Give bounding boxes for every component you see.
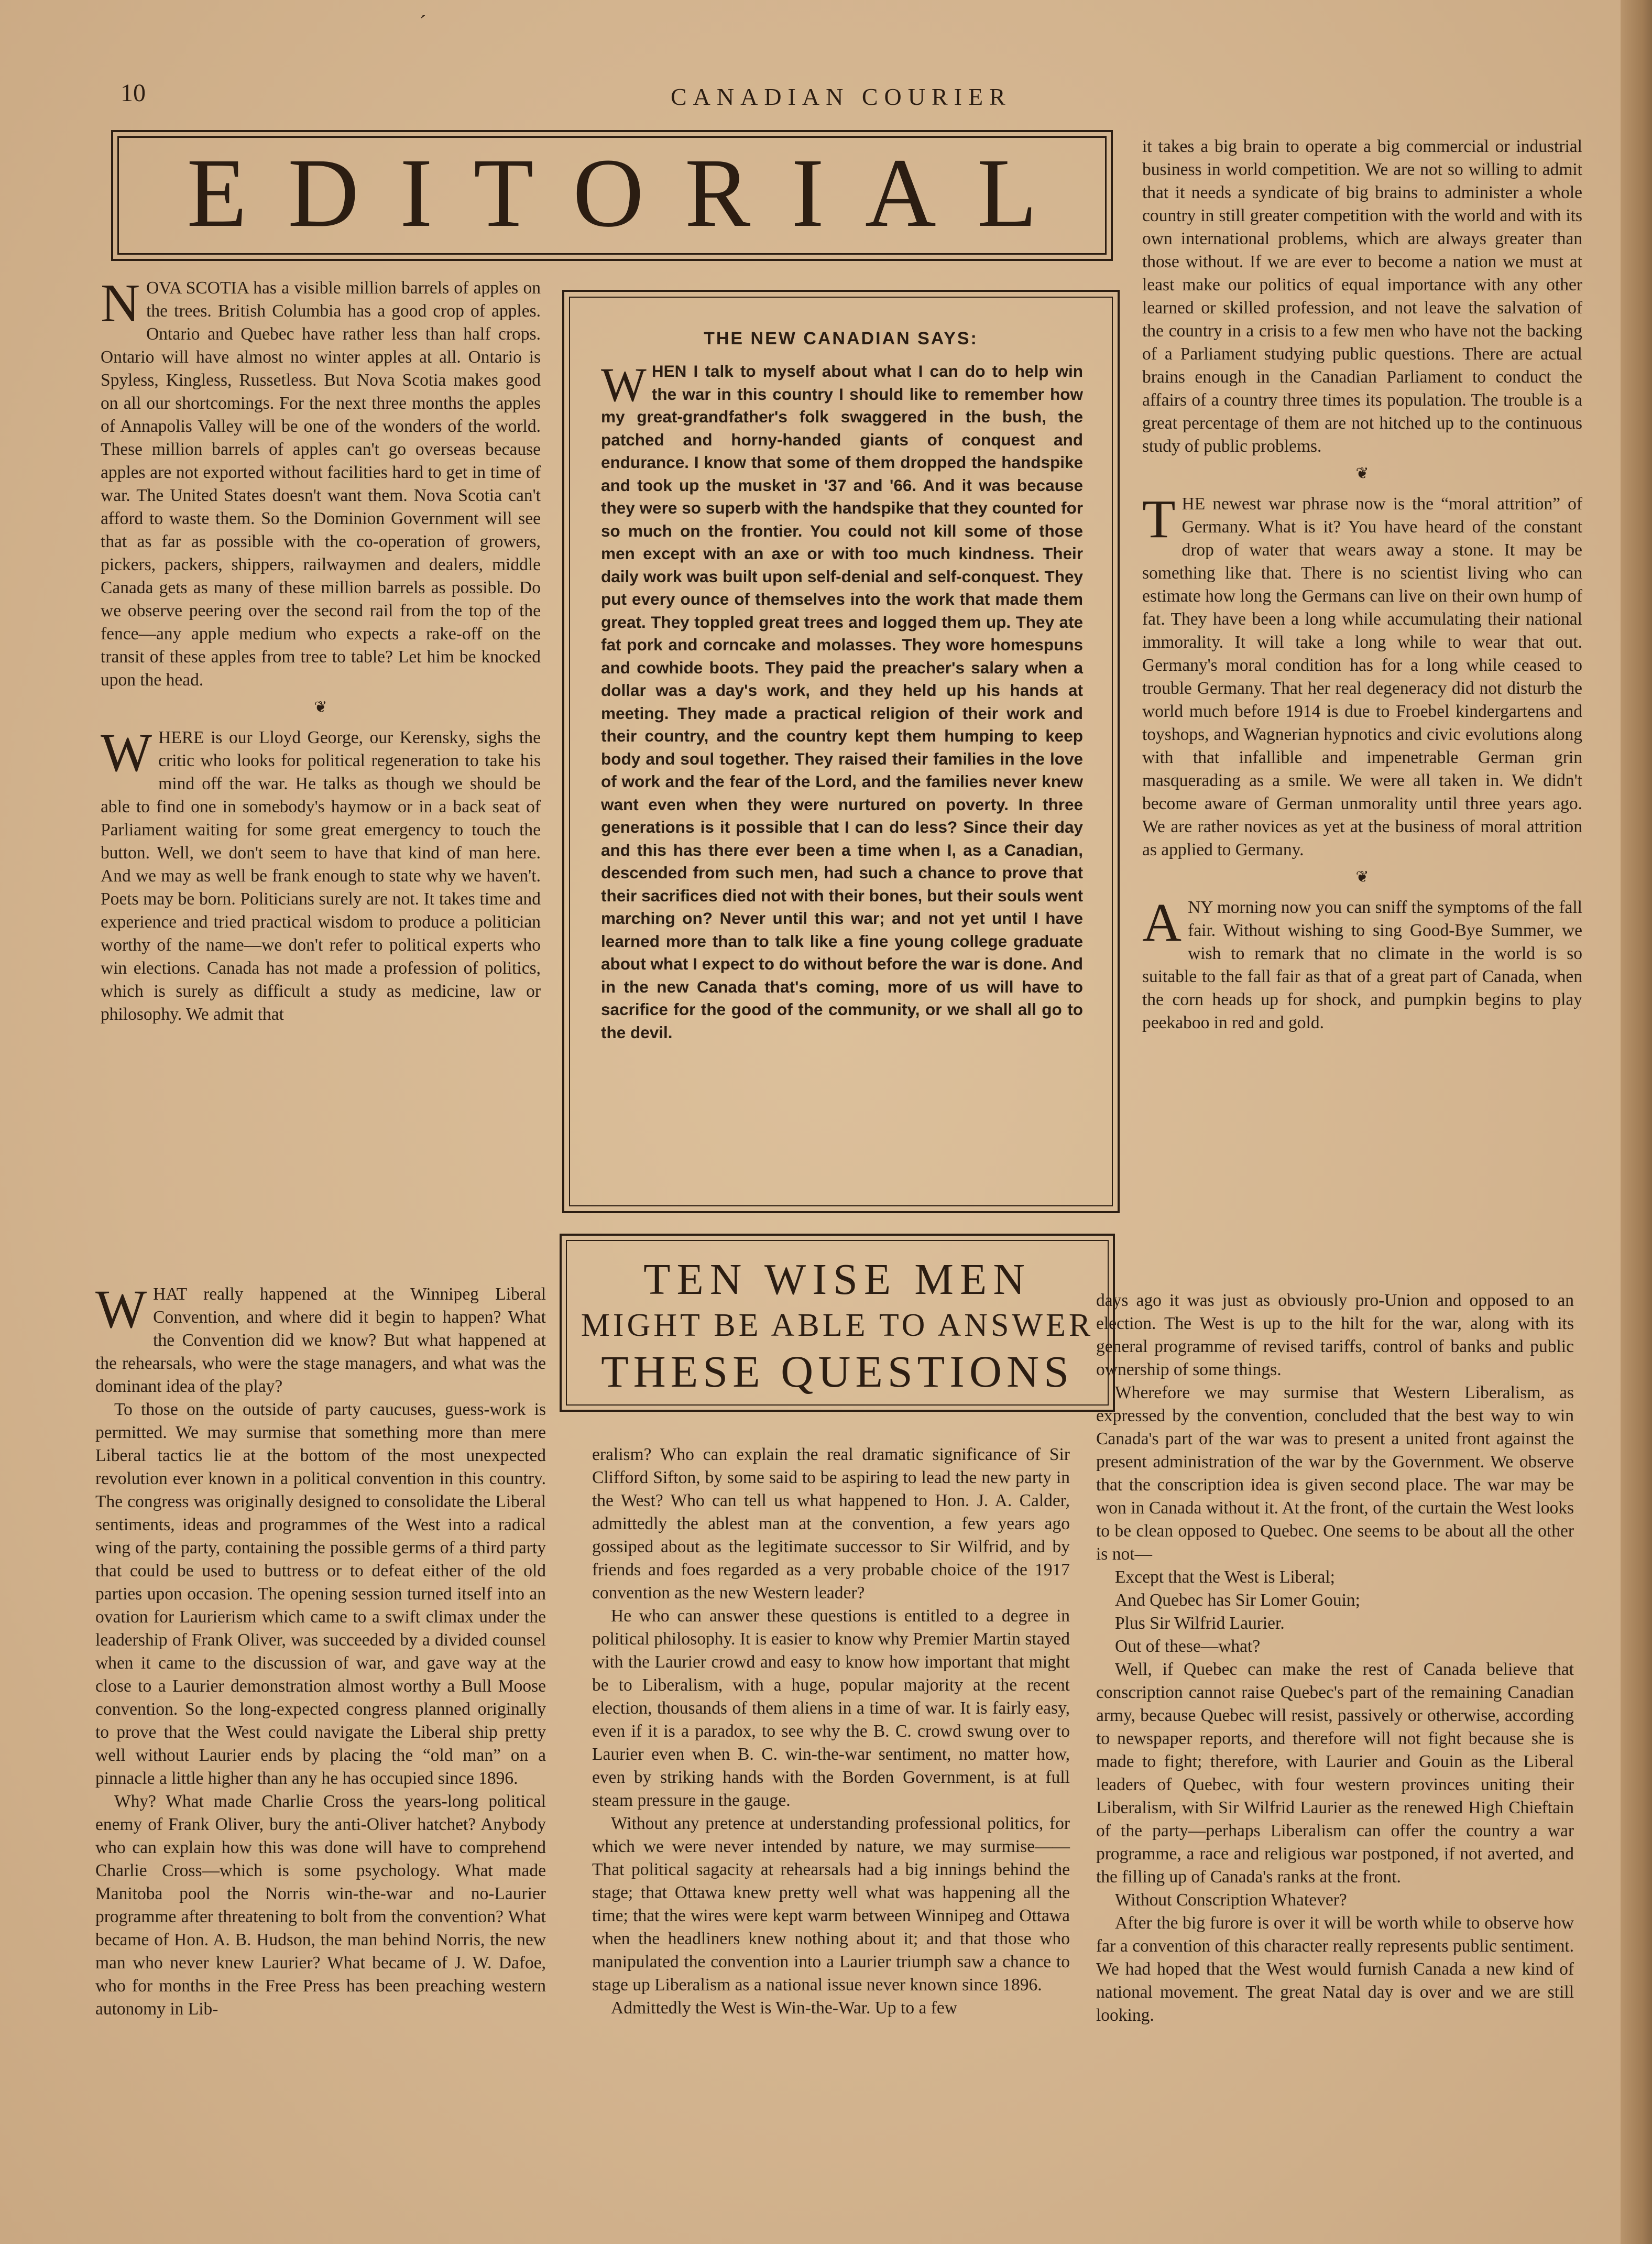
- editorial-banner: [111, 130, 1113, 261]
- paragraph: Why? What made Charlie Cross the years-long political enemy of Frank Oliver, bury the anti-Oliver hatchet? Anybody who can explain how this was done will have to comprehend Charlie Cross—which is some psychology. What made Manitoba pool the Norris win-the-war and no-Laurier programme after threatening to bolt from the convention? What became of Hon. A. B. Hudson, the man behind Norris, the new man who never knew Laurier? What became of J. W. Dafoe, who for months in the Free Press has been preaching western autonomy in Lib-: [95, 1792, 546, 2019]
- paragraph: Wherefore we may surmise that Western Liberalism, as expressed by the convention, concluded that the best way to win Canada's part of the war was to present a united front against the present administration of the war by the Government. We observe that the conscription idea is given second place. The war may be won in Canada without it. At the front, of the curtain the West looks to be clean opposed to Quebec. One seems to be about all the other is not—: [1096, 1383, 1574, 1564]
- column-1: [101, 273, 541, 1026]
- new-canadian-title: THE NEW CANADIAN SAYS:: [704, 329, 978, 348]
- dropcap: N: [101, 273, 140, 333]
- dropcap: W: [95, 1279, 147, 1339]
- winnipeg-intro: [95, 1279, 546, 1398]
- verse-line: Except that the West is Liberal;: [1115, 1567, 1335, 1587]
- ornament: ❦: [314, 699, 327, 716]
- article-nova-scotia: [101, 273, 541, 692]
- dropcap: A: [1142, 892, 1182, 953]
- paragraph: To those on the outside of party caucuses, guess-work is permitted. We may surmise that something more than mere Liberal tactics lie at the bottom of the most unexpected revolution ever known in a political convention in this country. The congress was originally designed to consolidate the Liberal sentiments, ideas and programmes of the West into a radical wing of the party, containing the possible germs of a third party that could be used to buttress or to defeat either of the old parties upon occasion. The opening session turned itself into an ovation for Laurierism which came to a swift climax under the leadership of Frank Oliver, was succeeded by a divided counsel when it came to the discussion of war, and gave way at the close to a Laurier demonstration almost worthy a Bull Moose convention. So the long-expected congress planned originally to prove that the West could navigate the Liberal ship pretty well without Laurier ends by placing the “old man” on a pinnacle a little higher than any he has occupied since 1896.: [95, 1400, 546, 1788]
- headline-line-2: MIGHT BE ABLE TO ANSWER: [581, 1308, 1094, 1343]
- publication-title: CANADIAN COURIER: [671, 83, 1012, 110]
- verse-line: Plus Sir Wilfrid Laurier.: [1115, 1614, 1285, 1633]
- article-lloyd-george: [101, 723, 541, 1026]
- paragraph: He who can answer these questions is entitled to a degree in political philosophy. It is easier to know why Premier Martin stayed with the Laurier crowd and easy to know how important that might be to Liberalism, with a huge, popular majority at the recent election, thousands of them aliens in a time of war. It is fairly easy, even if it is a paradox, to see why the B. C. crowd swung over to Laurier even when B. C. win-the-war sentiment, no matter how, even by striking hands with the Borden Government, is at full steam pressure in the gauge.: [592, 1606, 1070, 1810]
- new-canadian-body: [601, 360, 1083, 1044]
- article-text: HERE is our Lloyd George, our Kerensky, sighs the critic who looks for political regeneration to take his mind off the war. He talks as though we should be able to find one in somebody's haymow or in a back seat of Parliament waiting for some great emergency to touch the button. Well, we don't seem to have that kind of man here. And we may as well be frank enough to state why we haven't. Poets may be born. Politicians surely are not. It takes time and experience and tried practical wisdom to produce a politician worthy of the name—we don't refer to political experts who win elections. Canada has not made a profession of politics, which is surely as difficult a study as medicine, law or philosophy. We admit that: [101, 728, 541, 1024]
- bottom-column-1: [95, 1279, 546, 2021]
- verse: [1096, 1566, 1574, 1658]
- bottom-column-2: [592, 1443, 1070, 2020]
- ornament: ❦: [1355, 465, 1369, 482]
- article-fall-fair: [1142, 892, 1582, 1034]
- paragraph: After the big furore is over it will be worth while to observe how far a convention of this character really represents public sentiment. We had hoped that the West would furnish Canada a new kind of national movement. The great Natal day is over and we are still looking.: [1096, 1913, 1574, 2025]
- dropcap: W: [101, 723, 152, 783]
- article-big-brain: it takes a big brain to operate a big commercial or industrial business in world competition. We are not so willing to admit that it needs a syndicate of big brains to administer a whole country in still greater competition with the world and with its own international problems, which are always greater than those without. If we are ever to become a nation we must at least make our politics of equal importance with any other learned or skilled profession, and not leave the salvation of the country in a crisis to a few men who have not the backing of a Parliament studying public questions. There are actual brains enough in the Canadian Parliament to conduct the affairs of a country three times its population. The trouble is a great percentage of them are not hitched up to the continuous study of public problems.: [1142, 137, 1582, 456]
- editorial-title: EDITORIAL: [187, 138, 1078, 247]
- new-canadian-box: [562, 290, 1120, 1213]
- ornament: ❦: [1355, 868, 1369, 886]
- page-number: 10: [121, 79, 146, 107]
- paragraph: eralism? Who can explain the real dramatic significance of Sir Clifford Sifton, by some said to be aspiring to lead the new party in the West? Who can tell us what happened to Hon. J. A. Calder, admittedly the ablest man at the convention, a few years ago gossiped about as the legitimate successor to Sir Wilfrid, and by friends and foes regarded as a very probable choice of the 1917 convention as the new Western leader?: [592, 1445, 1070, 1603]
- article-text: HAT really happened at the Winnipeg Liberal Convention, and where did it begin to happen? What the Convention did we know? But what happened at the rehearsals, who were the stage managers, and what was the dominant idea of the play?: [95, 1284, 546, 1396]
- page-edge-shadow: [1621, 0, 1652, 2244]
- headline-line-1: TEN WISE MEN: [643, 1255, 1031, 1304]
- column-3: [1142, 135, 1582, 1034]
- print-mark: ˊ: [419, 11, 426, 35]
- headline-line-3: THESE QUESTIONS: [601, 1346, 1074, 1397]
- verse-line: And Quebec has Sir Lomer Gouin;: [1115, 1591, 1360, 1610]
- article-moral-attrition: [1142, 489, 1582, 862]
- bottom-column-3: [1096, 1289, 1574, 2027]
- dropcap: T: [1142, 489, 1176, 549]
- dropcap: W: [601, 358, 647, 411]
- article-text: OVA SCOTIA has a visible million barrels of apples on the trees. British Columbia has a good crop of apples. Ontario and Quebec have rather less than half crops. Ontario will have almost no winter apples at all. Ontario is Spyless, Kingless, Russetless. But Nova Scotia makes good on all our shortcomings. For the next three months the apples of Annapolis Valley will be one of the wonders of the world. These million barrels of apples can't go overseas because apples are not exported without facilities hard to get in time of war. The United States doesn't want them. Nova Scotia can't afford to waste them. So the Dominion Government will see that as far as possible with the co-operation of growers, pickers, packers, shippers, railwaymen and dealers, middle Canada gets as many of these million barrels as possible. Do we observe peering over the second rail from the top of the fence—any apple medium who expects a rake-off on the transit of these apples from tree to table? Let him be knocked upon the head.: [101, 278, 541, 690]
- article-text: HE newest war phrase now is the “moral attrition” of Germany. What is it? You have heard of the constant drop of water that wears away a stone. It may be something like that. There is no scientist living who can estimate how long the Germans can live on their own hump of fat. They have been a long while accumulating their national immorality. It will take a long while to wear that out. Germany's moral condition has for a long while ceased to trouble Germany. That her real degeneracy did not disturb the world much before 1914 is due to Froebel kindergartens and toyshops, and Wagnerian hypnotics and civic evolutions along with that infallible and impenetrable German grin masquerading as a smile. We were all taken in. We didn't become aware of German unmorality until three years ago. We are rather novices as yet at the business of moral attrition as applied to Germany.: [1142, 494, 1582, 859]
- paragraph: Well, if Quebec can make the rest of Canada believe that conscription cannot raise Quebec's part of the remaining Canadian army, because Quebec will resist, passively or otherwise, according to newspaper reports, and therefore will not fight because she is made to fight; therefore, with Laurier and Gouin as the Liberal leaders of Quebec, with four western provinces uniting their Liberalism, with Sir Wilfrid Laurier as the renewed High Chieftain of the party—perhaps Liberalism can offer the country a war programme, a race and religious war postponed, if not averted, and the filling up of Canada's ranks at the front.: [1096, 1660, 1574, 1887]
- article-text: HEN I talk to myself about what I can do to help win the war in this country I should like to remember how my great-grandfather's folk swaggered in the bush, the patched and horny-handed giants of conquest and endurance. I know that some of them dropped the handspike and took up the musket in '37 and '66. And it was because they were so superb with the handspike that they counted for so much on the frontier. You could not kill some of those men except with an axe or with too much kindness. Their daily work was built upon self-denial and self-conquest. They put every ounce of themselves into the work that made them great. They toppled great trees and logged them up. They ate fat pork and corncake and molasses. They wore homespuns and cowhide boots. They paid the preacher's salary when a dollar was a day's work, and they held up his hands at meeting. They made a practical religion of their work and their country, and the country kept them humping to keep body and soul together. They raised their families in the love of work and the fear of the Lord, and the families never knew want even when they were nurtured on poverty. In three generations is it possible that I can do less? Since their day and this has there ever been a time when I, as a Canadian, descended from such men, had such a chance to prove that their sacrifices died not with their bones, but their souls went marching on? Never until this war; and not yet until I have learned more than to talk like a fine young college graduate about what I expect to do without before the war is done. And in the new Canada that's coming, more of us will have to sacrifice for the good of the community, or we shall all go to the devil.: [601, 362, 1083, 1042]
- article-text: NY morning now you can sniff the symptoms of the fall fair. Without wishing to sing Good-Bye Summer, we wish to remark that no climate in the world is so suitable to the fall fair as that of a great part of Canada, when the corn heads up for shock, and pumpkin begins to play peekaboo in red and gold.: [1142, 898, 1582, 1032]
- paragraph: days ago it was just as obviously pro-Union and opposed to an election. The West is up to the hilt for the war, along with its general programme of revised tariffs, control of banks and public ownership of some things.: [1096, 1291, 1574, 1379]
- ten-wise-men-box: [560, 1234, 1115, 1412]
- paragraph: Without Conscription Whatever?: [1115, 1890, 1347, 1910]
- verse-line: Out of these—what?: [1115, 1637, 1261, 1656]
- paragraph: Without any pretence at understanding professional politics, for which we were never intended by nature, we may surmise—— That political sagacity at rehearsals had a big innings behind the stage; that Ottawa knew pretty well what was happening all the time; that the wires were kept warm between Winnipeg and Ottawa when the headliners knew nothing about it; and that those who manipulated the convention into a Laurier triumph saw a chance to stage up Liberalism as a national issue never known since 1896.: [592, 1814, 1070, 1995]
- paragraph: Admittedly the West is Win-the-War. Up to a few: [611, 1998, 957, 2018]
